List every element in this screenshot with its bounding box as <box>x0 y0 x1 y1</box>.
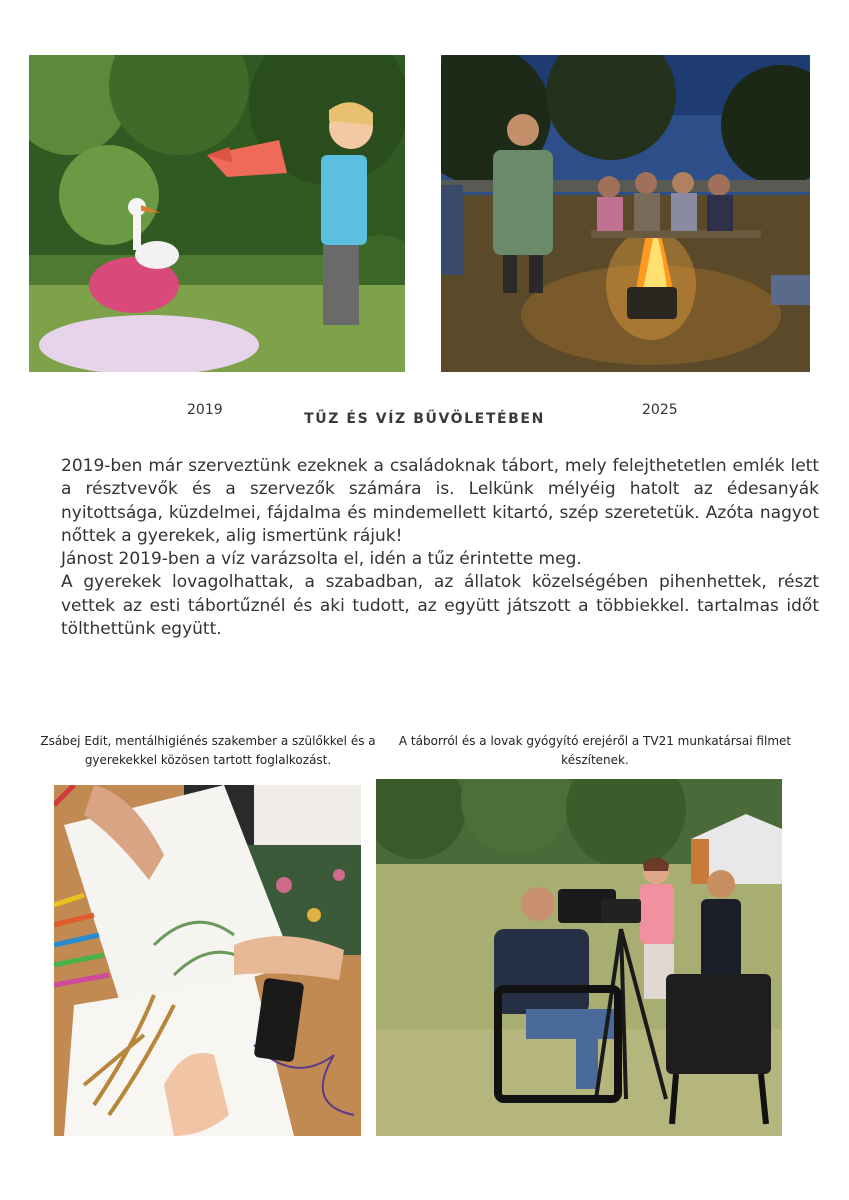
photo-tv-interview <box>376 779 782 1136</box>
page-title: TŰZ ÉS VÍZ BŰVÖLETÉBEN <box>304 411 545 427</box>
paragraph-janos: Jánost 2019-ben a víz varázsolta el, idén a tűz érintette meg. <box>61 549 582 570</box>
photo-drawing-session <box>54 785 361 1136</box>
photo-campfire-evening <box>441 55 810 372</box>
year-label-2025: 2025 <box>642 402 678 418</box>
year-label-2019: 2019 <box>187 402 223 418</box>
photo-boy-watering-stork <box>29 55 405 372</box>
paragraph-camp-2019: 2019-ben már szerveztünk ezeknek a családoknak tábort, mely felejthetetlen emlék lett a résztvevők és a szervezők számára is. Lelkünk mélyéig hatolt az édesanyák nyitottsága, küzdelmei, fájdalma és mindemellett kitartó, szép szeretetük. Azóta nagyot nőttek a gyerekek, alig ismertünk rájuk! <box>61 456 819 546</box>
body-text <box>61 455 819 641</box>
caption-tv-interview: A táborról és a lovak gyógyító erejéről a TV21 munkatársai filmet készítenek. <box>398 734 792 767</box>
paragraph-activities: A gyerekek lovagolhattak, a szabadban, az állatok közelségében pihenhettek, részt vettek az esti tábortűznél és aki tudott, az együtt játszott a többiekkel. tartalmas időt tölthettünk együtt. <box>61 572 819 640</box>
caption-drawing-session: Zsábej Edit, mentálhigiénés szakember a szülőkkel és a gyerekekkel közösen tartott foglalkozást. <box>40 734 376 767</box>
